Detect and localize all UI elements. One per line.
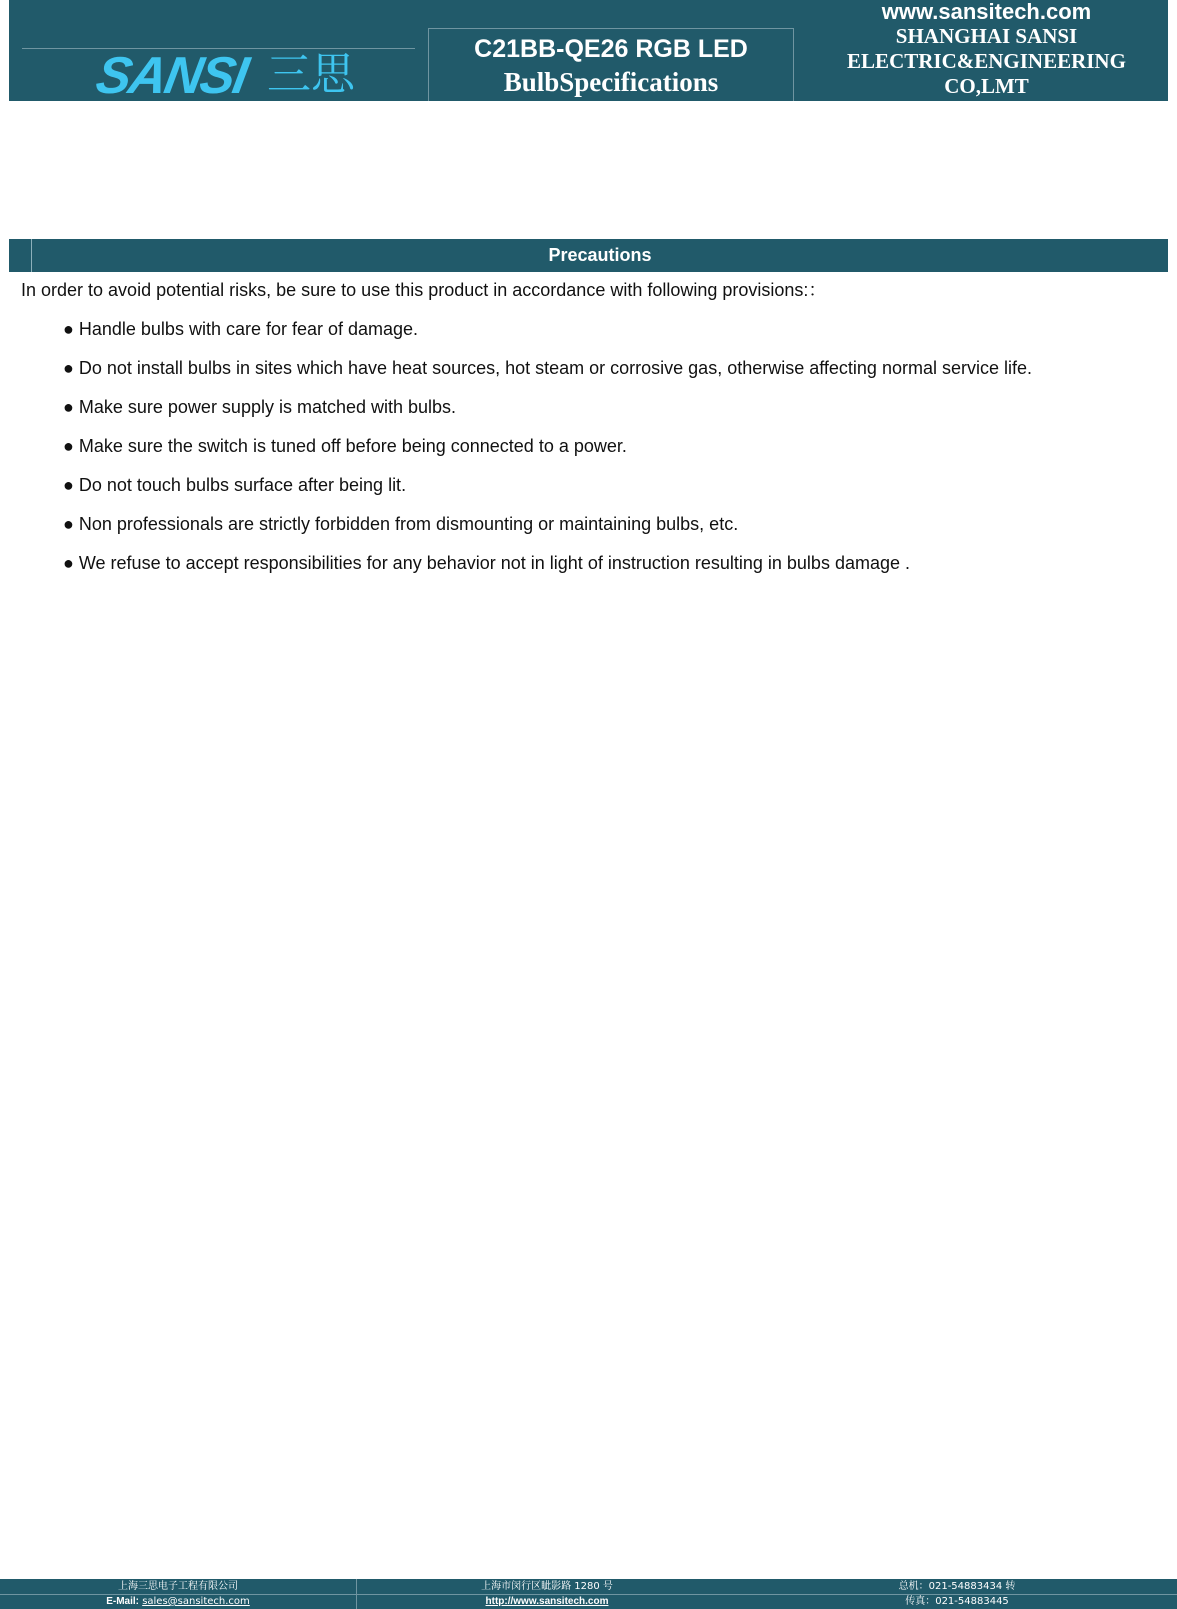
title-product-model: C21BB-QE26 RGB LED xyxy=(474,35,748,63)
footer-address-column xyxy=(357,1579,737,1609)
title-document-type: BulbSpecifications xyxy=(503,67,719,97)
precautions-intro: In order to avoid potential risks, be sure to use this product in accordance with following provisions:： xyxy=(21,280,827,300)
footer-fax: 传真：021-54883445 xyxy=(737,1594,1177,1609)
precautions-list xyxy=(63,317,1032,590)
list-item: ● Non professionals are strictly forbidden from dismounting or maintaining bulbs, etc. xyxy=(63,514,739,534)
footer-address: 上海市闵行区眦影路 1280 号 xyxy=(481,1581,613,1592)
sansi-logo: SANSI xyxy=(91,47,252,105)
logo-cell xyxy=(22,47,415,105)
footer-email-line xyxy=(0,1594,356,1609)
document-title xyxy=(428,28,794,101)
list-item: ● Make sure the switch is tuned off before being connected to a power. xyxy=(63,436,627,456)
list-item: ● Handle bulbs with care for fear of damage. xyxy=(63,319,419,339)
section-header-bar xyxy=(9,239,1168,272)
footer-phone: 总机：021-54883434 转 xyxy=(898,1581,1016,1592)
company-website[interactable]: www.sansitech.com xyxy=(881,0,1092,24)
page-footer xyxy=(0,1579,1177,1609)
footer-website-link[interactable]: http://www.sansitech.com xyxy=(357,1594,737,1609)
list-item: ● We refuse to accept responsibilities for any behavior not in light of instruction resulting in bulbs damage . xyxy=(63,553,910,573)
footer-email-label: E-Mail: xyxy=(106,1596,139,1607)
list-item: ● Do not install bulbs in sites which have heat sources, hot steam or corrosive gas, otherwise affecting normal service life. xyxy=(63,358,1032,378)
sansi-logo-chinese: 三思 xyxy=(267,49,355,100)
footer-company-column xyxy=(0,1579,357,1609)
footer-phone-column xyxy=(737,1579,1177,1609)
footer-company-name: 上海三思电子工程有限公司 xyxy=(118,1581,238,1592)
list-item: ● Make sure power supply is matched with bulbs. xyxy=(63,397,457,417)
company-info xyxy=(796,0,1177,101)
company-name: SHANGHAI SANSI ELECTRIC&ENGINEERING CO,LMT xyxy=(847,24,1126,98)
footer-email-link[interactable]: sales@sansitech.com xyxy=(142,1596,250,1607)
list-item: ● Do not touch bulbs surface after being lit. xyxy=(63,475,407,495)
page-header xyxy=(9,0,1168,105)
section-title: Precautions xyxy=(31,239,1168,272)
